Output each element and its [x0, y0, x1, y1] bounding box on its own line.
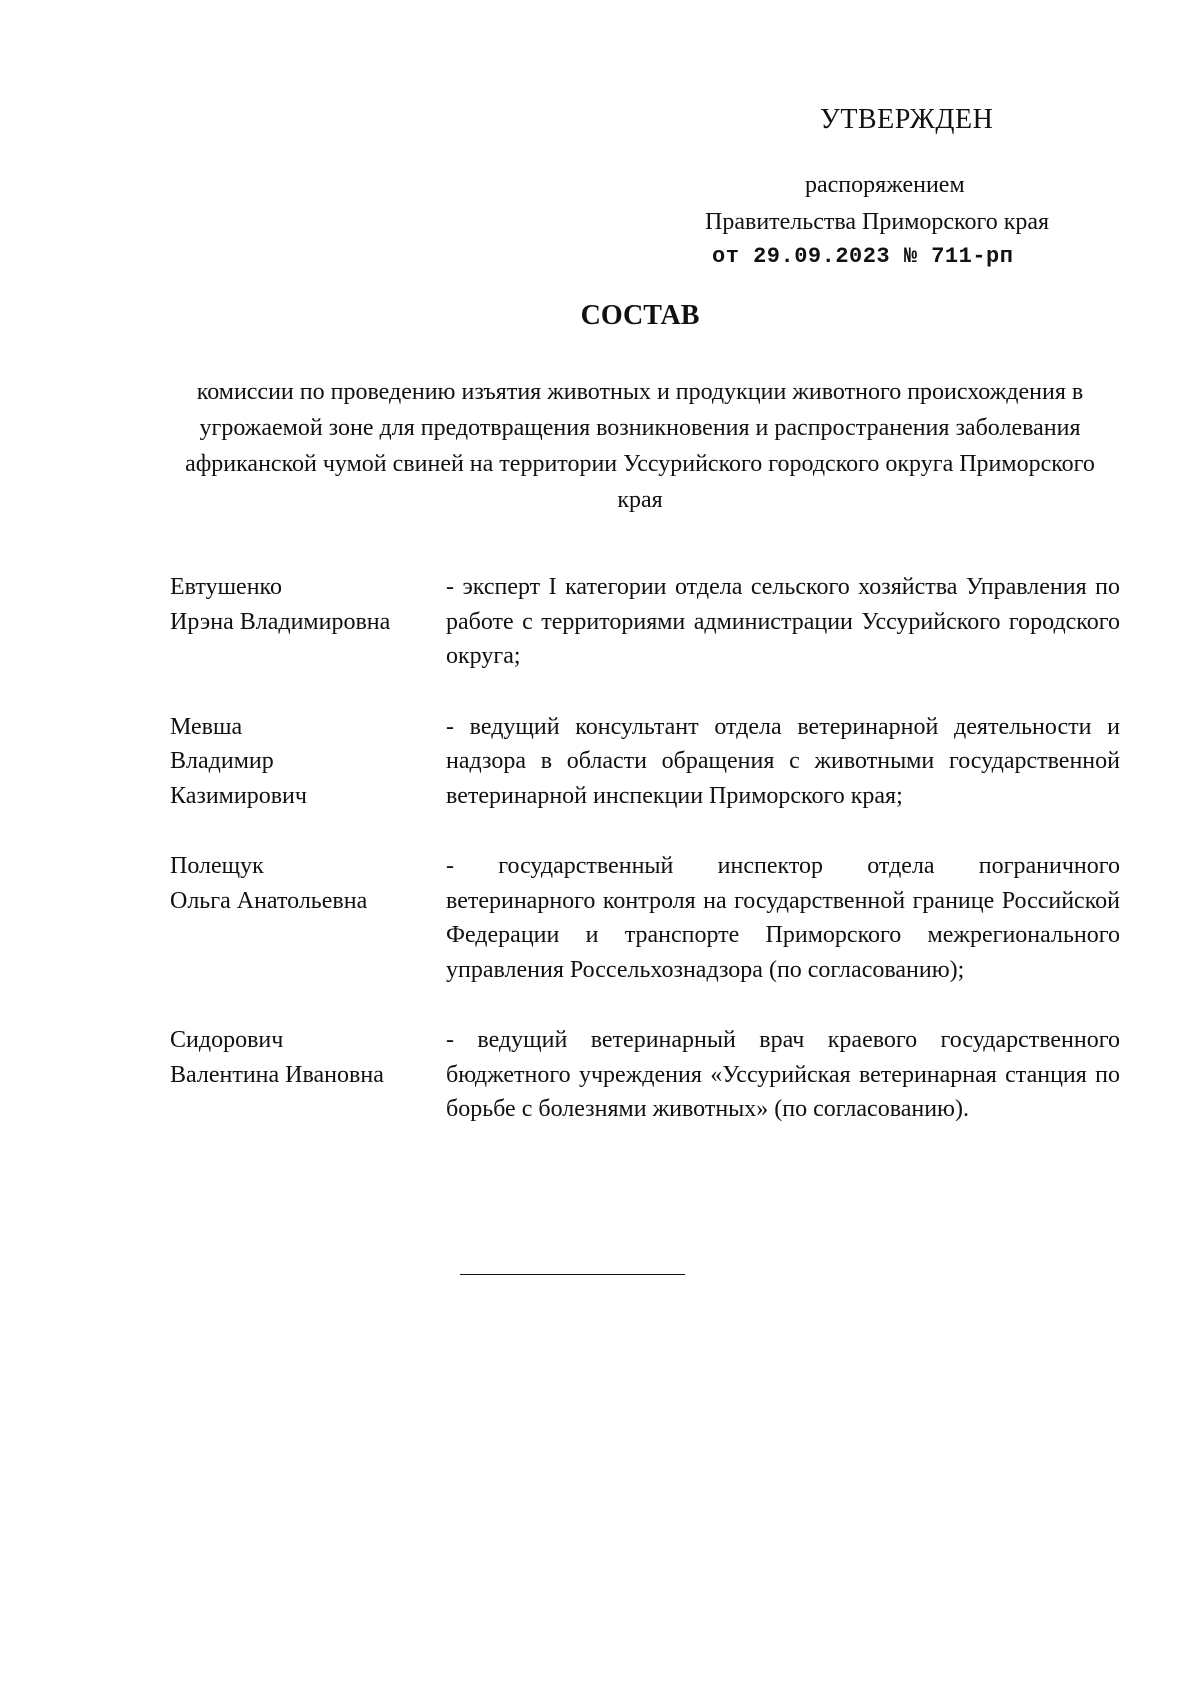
member-row: [170, 1023, 1120, 1127]
member-patronymic: Казимирович: [170, 782, 307, 809]
member-name: [170, 570, 446, 674]
member-surname: Полещук: [170, 853, 264, 879]
member-position: - ведущий ветеринарный врач краевого государственного бюджетного учреждения «Уссурийская ветеринарная станция по борьбе с болезнями животных» (по согласованию).: [446, 1027, 1120, 1122]
approval-heading: УТВЕРЖДЕН: [820, 104, 994, 135]
approval-line-2: Правительства Приморского края: [705, 209, 1050, 235]
member-name: [170, 710, 446, 814]
approval-line-1: распоряжением: [805, 172, 965, 198]
document-subtitle: комиссии по проведению изъятия животных и продукции животного происхождения в угрожаемой зоне для предотвращения возникновения и распространения заболевания африканской чумой свиней на территории Уссурийского городского округа Приморского края: [185, 379, 1095, 513]
approval-date-number: от 29.09.2023 № 711-рп: [712, 244, 1014, 269]
member-row: [170, 570, 1120, 674]
member-row: [170, 710, 1120, 814]
member-given-names: Ирэна Владимировна: [170, 608, 391, 635]
member-surname: Евтушенко: [170, 574, 282, 600]
member-name: [170, 849, 446, 987]
member-surname: Сидорович: [170, 1027, 284, 1053]
member-name: [170, 1023, 446, 1127]
document-title: СОСТАВ: [580, 300, 700, 331]
members-list: [170, 570, 1120, 1163]
member-given-name: Владимир: [170, 748, 274, 774]
member-position: - ведущий консультант отдела ветеринарной деятельности и надзора в области обращения с животными государственной ветеринарной инспекции Приморского края;: [446, 713, 1120, 809]
member-position: - государственный инспектор отдела пограничного ветеринарного контроля на государственной границе Российской Федерации и транспорте Приморского межрегионального управления Россельхознадзора (по согласованию);: [446, 853, 1120, 983]
member-position: - эксперт I категории отдела сельского хозяйства Управления по работе с территориями администрации Уссурийского городского округа;: [446, 574, 1120, 669]
member-surname: Мевша: [170, 713, 243, 740]
closing-rule: [460, 1274, 685, 1275]
member-given-names: Ольга Анатольевна: [170, 887, 368, 914]
member-given-names: Валентина Ивановна: [170, 1061, 384, 1088]
member-row: [170, 849, 1120, 987]
